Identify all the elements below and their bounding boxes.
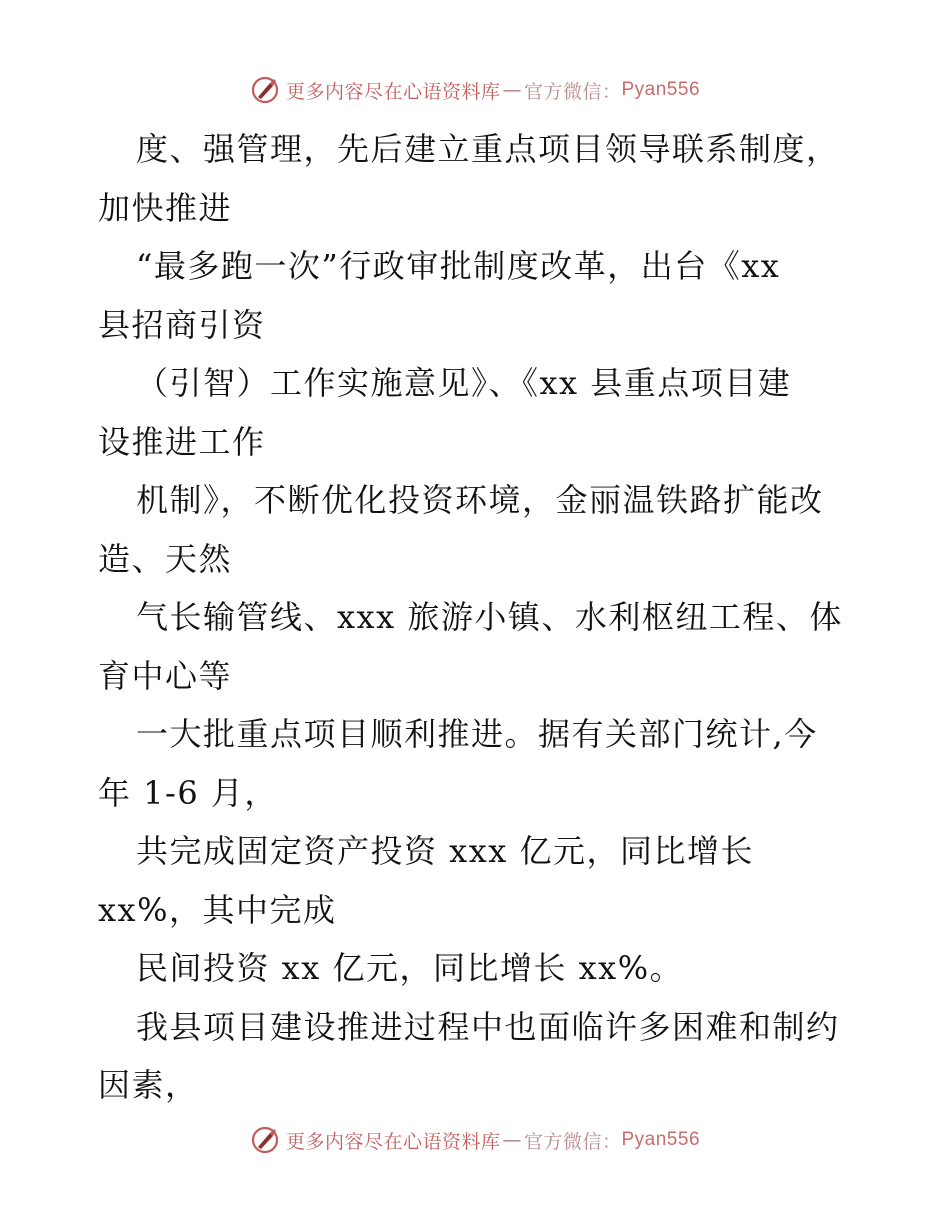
body-line: 因素，	[98, 1066, 199, 1104]
quill-pen-icon	[250, 1125, 280, 1155]
watermark-wechat-label: 官方微信：	[523, 1130, 622, 1153]
body-line: 年 1-6 月，	[98, 773, 278, 812]
body-line: 设推进工作	[98, 422, 266, 461]
watermark-separator: —	[502, 1129, 522, 1151]
watermark-brand: 更多内容尽在心语资料库	[285, 1130, 501, 1153]
body-line: 造、天然	[98, 539, 233, 578]
header-watermark	[0, 70, 950, 110]
body-line: “最多跑一次”行政审批制度改革，出台《xx	[136, 247, 781, 285]
body-line: 度、强管理，先后建立重点项目领导联系制度，	[136, 130, 840, 168]
footer-watermark	[0, 1120, 950, 1160]
watermark-wechat-id: Pyan556	[621, 1129, 701, 1150]
watermark-brand: 更多内容尽在心语资料库	[285, 80, 501, 103]
watermark-wechat-label: 官方微信：	[523, 80, 622, 103]
body-line: 气长输管线、xxx 旅游小镇、水利枢纽工程、体	[136, 598, 843, 636]
body-line: 机制》，不断优化投资环境，金丽温铁路扩能改	[136, 481, 824, 519]
body-line: 育中心等	[98, 656, 233, 695]
watermark-separator: —	[502, 79, 522, 101]
body-line: 一大批重点项目顺利推进。据有关部门统计,今	[136, 715, 818, 753]
body-line: xx%，其中完成	[98, 890, 337, 929]
document-body	[98, 120, 858, 1115]
body-line: 加快推进	[98, 188, 233, 227]
watermark-wechat-id: Pyan556	[621, 79, 701, 100]
quill-pen-icon	[250, 75, 280, 105]
body-line: 民间投资 xx 亿元，同比增长 xx%。	[136, 949, 684, 987]
body-line: 共完成固定资产投资 xxx 亿元，同比增长	[136, 832, 754, 870]
body-line: （引智）工作实施意见》、《xx 县重点项目建	[136, 364, 792, 402]
body-line: 我县项目建设推进过程中也面临许多困难和制约	[136, 1007, 840, 1046]
body-line: 县招商引资	[98, 305, 266, 344]
